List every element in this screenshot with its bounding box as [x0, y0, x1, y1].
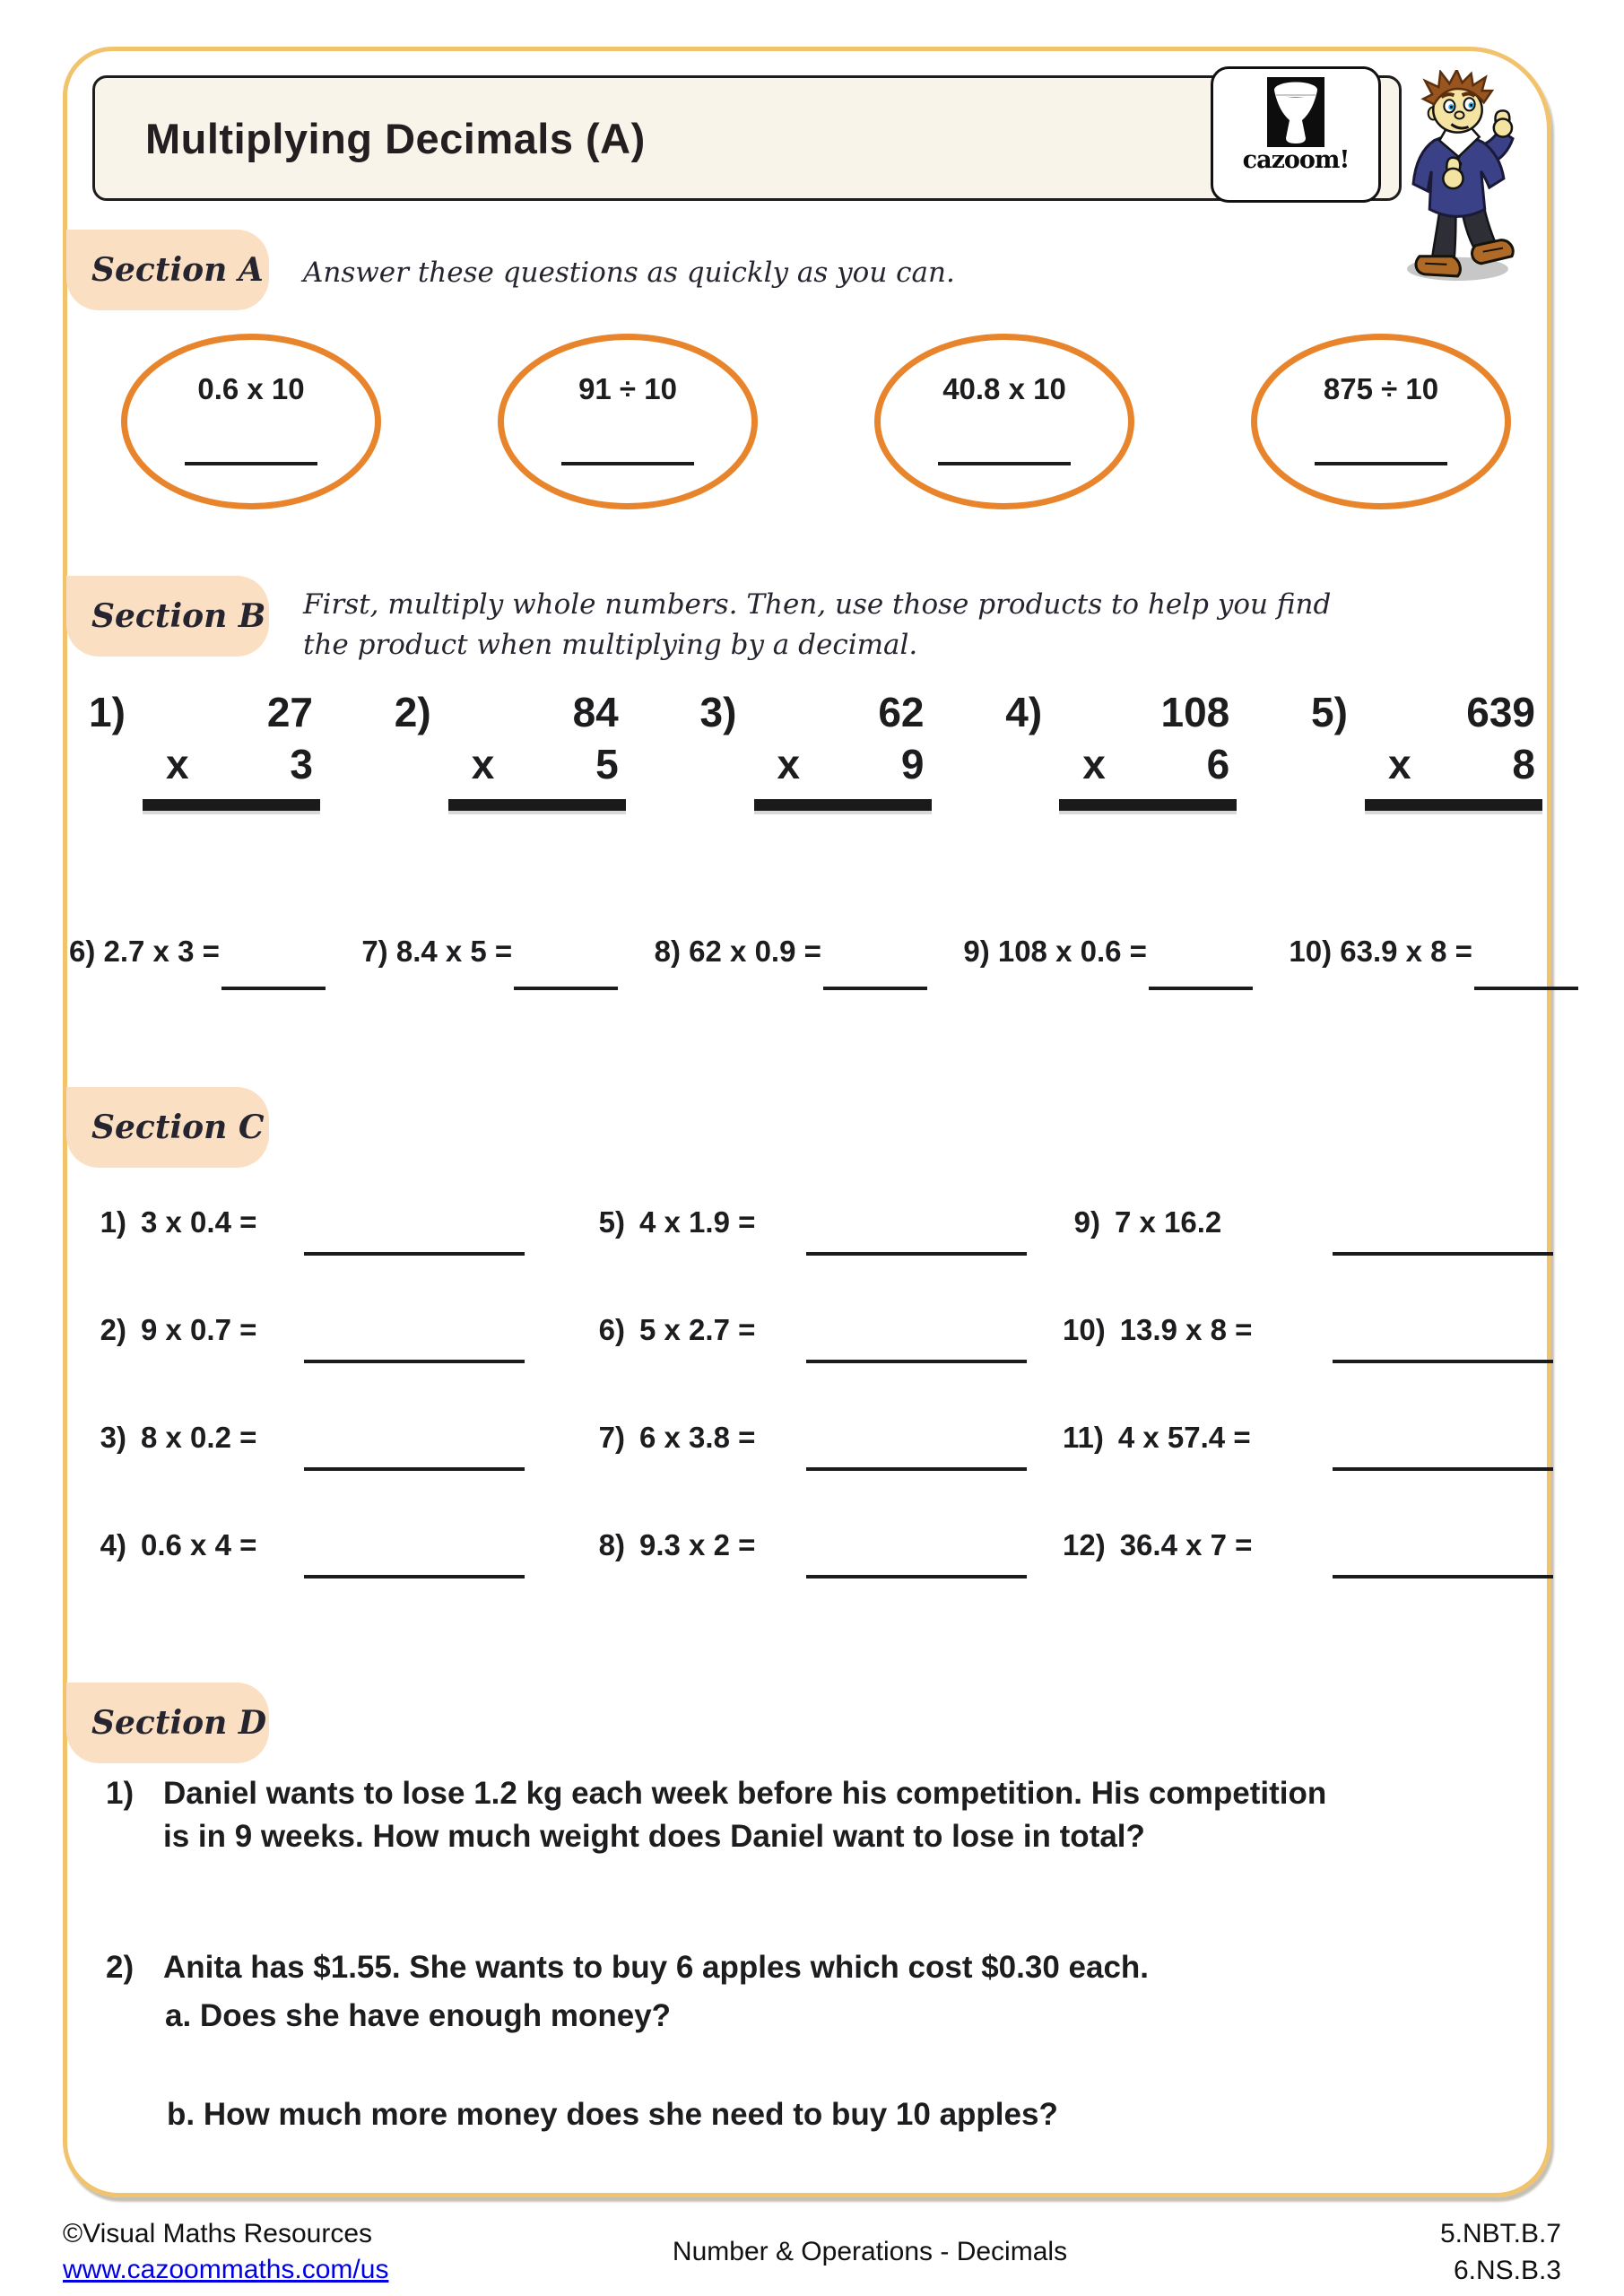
problem-number: 10) — [1063, 1313, 1106, 1346]
problem-number: 6) — [598, 1313, 625, 1346]
multiplicand: 62 — [878, 689, 925, 735]
inline-problem-6 — [69, 935, 326, 994]
footer-category: Number & Operations - Decimals — [672, 2237, 1068, 2266]
section-a-instruction: Answer these questions as quickly as you can. — [303, 257, 955, 289]
inline-problem-7 — [361, 935, 618, 994]
expression: 8) 62 x 0.9 = — [654, 935, 821, 968]
problem-text — [163, 1772, 1326, 1858]
equals-bar — [754, 799, 932, 811]
section-b-title: Section B — [91, 597, 266, 635]
answer-blank — [185, 462, 317, 465]
answer-blank — [1333, 1575, 1553, 1578]
answer-blank — [221, 987, 326, 990]
answer-blank — [304, 1360, 525, 1363]
answer-blank — [806, 1252, 1027, 1256]
oval-expression: 40.8 x 10 — [942, 372, 1066, 405]
expression: 3 x 0.4 = — [141, 1205, 257, 1239]
oval-expression: 91 ÷ 10 — [578, 372, 677, 405]
vertical-problems-row — [89, 689, 1542, 811]
problem-number: 1) — [89, 689, 126, 735]
equals-bar — [448, 799, 626, 811]
answer-blank — [304, 1467, 525, 1471]
inline-problem-10 — [1289, 935, 1578, 994]
answer-blank — [1333, 1360, 1553, 1363]
expression: 6 x 3.8 = — [639, 1421, 756, 1454]
answer-blank — [1333, 1467, 1553, 1471]
problem-number: 2) — [106, 1950, 135, 1985]
section-d-title: Section D — [91, 1704, 267, 1742]
c-problem-9 — [1063, 1204, 1553, 1311]
c-problem-4 — [89, 1526, 587, 1634]
inline-problems-row — [69, 935, 1578, 994]
section-a-title: Section A — [91, 251, 264, 289]
problem-number: 2) — [100, 1313, 126, 1346]
expression: 6) 2.7 x 3 = — [69, 935, 220, 968]
cazoom-logo — [1211, 66, 1381, 203]
expression: 0.6 x 4 = — [141, 1528, 257, 1561]
section-d-label — [66, 1683, 269, 1763]
problem-text: Anita has $1.55. She wants to buy 6 apples which cost $0.30 each. — [163, 1950, 1150, 1985]
multiply-sign: x — [471, 741, 495, 787]
cazoom-logo-text: cazoom! — [1242, 146, 1350, 174]
multiplier: 6 — [1206, 741, 1230, 787]
answer-blank — [304, 1575, 525, 1578]
c-problem-1 — [89, 1204, 587, 1311]
section-b-label — [66, 576, 269, 657]
c-problem-11 — [1063, 1419, 1553, 1526]
vertical-problem-1 — [89, 689, 320, 811]
answer-blank — [938, 462, 1071, 465]
problem-number: 3) — [699, 689, 737, 735]
c-problem-2 — [89, 1311, 587, 1419]
multiplier: 8 — [1512, 741, 1535, 787]
problem-number: 1) — [100, 1205, 126, 1239]
problem-number: 9) — [1073, 1205, 1100, 1239]
multiply-sign: x — [166, 741, 189, 787]
inline-problem-8 — [655, 935, 927, 994]
problem-number: 7) — [598, 1421, 625, 1454]
vertical-problem-3 — [700, 689, 932, 811]
multiplicand: 639 — [1466, 689, 1535, 735]
word-problem-1 — [106, 1772, 1326, 1858]
oval-problem-2 — [498, 334, 758, 509]
equals-bar — [143, 799, 320, 811]
expression: 36.4 x 7 = — [1119, 1528, 1253, 1561]
answer-blank — [514, 987, 618, 990]
problem-number: 1) — [106, 1776, 135, 1811]
section-c-title: Section C — [91, 1109, 265, 1146]
problem-number: 3) — [100, 1421, 126, 1454]
c-problem-10 — [1063, 1311, 1553, 1419]
answer-blank — [561, 462, 694, 465]
problem-number: 4) — [100, 1528, 126, 1561]
c-problem-5 — [587, 1204, 1063, 1311]
footer-standards — [1440, 2215, 1561, 2289]
problem-number: 2) — [394, 689, 431, 735]
instruction-line-1: First, multiply whole numbers. Then, use those products to help you find — [303, 588, 1332, 621]
answer-blank — [806, 1575, 1027, 1578]
c-problem-12 — [1063, 1526, 1553, 1634]
title-bar — [92, 75, 1402, 201]
answer-blank — [806, 1467, 1027, 1471]
section-c-problem-grid — [89, 1204, 1553, 1634]
expression: 8 x 0.2 = — [141, 1421, 257, 1454]
expression: 7) 8.4 x 5 = — [361, 935, 513, 968]
oval-problem-4 — [1251, 334, 1511, 509]
multiplier: 9 — [900, 741, 925, 787]
multiplicand: 108 — [1160, 689, 1230, 735]
multiplier: 5 — [595, 741, 619, 787]
oval-expression: 0.6 x 10 — [197, 372, 305, 405]
equals-bar — [1365, 799, 1542, 811]
oval-problem-3 — [874, 334, 1134, 509]
multiply-sign: x — [1082, 741, 1106, 787]
expression: 7 x 16.2 — [1115, 1205, 1222, 1239]
vertical-problem-5 — [1311, 689, 1542, 811]
standard-code-1: 5.NBT.B.7 — [1439, 2219, 1561, 2248]
expression: 4 x 57.4 = — [1117, 1421, 1251, 1454]
multiplier: 3 — [290, 741, 313, 787]
multiplicand: 84 — [572, 689, 619, 735]
multiplicand: 27 — [266, 689, 313, 735]
problem-number: 5) — [1311, 689, 1348, 735]
word-problem-2a: a. Does she have enough money? — [165, 1998, 672, 2033]
mascot-boy-illustration — [1399, 70, 1523, 285]
expression: 9 x 0.7 = — [141, 1313, 257, 1346]
c-problem-3 — [89, 1419, 587, 1526]
page-title: Multiplying Decimals (A) — [145, 114, 646, 162]
section-a-label — [66, 230, 269, 310]
multiply-sign: x — [1388, 741, 1411, 787]
standard-code-2: 6.NS.B.3 — [1453, 2256, 1561, 2285]
expression: 13.9 x 8 = — [1119, 1313, 1253, 1346]
answer-blank — [304, 1252, 525, 1256]
problem-number: 12) — [1063, 1528, 1106, 1561]
problem-number: 11) — [1063, 1421, 1104, 1454]
section-c-label — [66, 1087, 269, 1168]
equals-bar — [1059, 799, 1237, 811]
expression: 9.3 x 2 = — [639, 1528, 756, 1561]
multiply-sign: x — [777, 741, 801, 787]
inline-problem-9 — [963, 935, 1253, 994]
answer-blank — [806, 1360, 1027, 1363]
instruction-line-2: the product when multiplying by a decimal. — [303, 629, 918, 661]
problem-number: 8) — [598, 1528, 625, 1561]
oval-expression: 875 ÷ 10 — [1323, 372, 1439, 405]
footer-url-link[interactable]: www.cazoommaths.com/us — [63, 2255, 389, 2284]
problem-number: 5) — [598, 1205, 625, 1239]
c-problem-6 — [587, 1311, 1063, 1419]
answer-blank — [1333, 1252, 1553, 1256]
expression: 10) 63.9 x 8 = — [1289, 935, 1472, 968]
expression: 9) 108 x 0.6 = — [963, 935, 1147, 968]
answer-blank — [1315, 462, 1447, 465]
problem-line-1: Daniel wants to lose 1.2 kg each week before his competition. His competition — [163, 1776, 1327, 1811]
vertical-problem-2 — [395, 689, 626, 811]
answer-blank — [1474, 987, 1578, 990]
word-problem-2 — [106, 1946, 1149, 1989]
expression: 5 x 2.7 = — [639, 1313, 756, 1346]
problem-line-2: is in 9 weeks. How much weight does Daniel want to lose in total? — [163, 1819, 1145, 1854]
answer-blank — [823, 987, 927, 990]
section-b-instruction — [303, 585, 1331, 665]
c-problem-7 — [587, 1419, 1063, 1526]
vertical-problem-4 — [1005, 689, 1237, 811]
c-problem-8 — [587, 1526, 1063, 1634]
word-problem-2b: b. How much more money does she need to buy 10 apples? — [167, 2097, 1058, 2132]
djembe-drum-icon — [1267, 77, 1324, 147]
footer-copyright: ©Visual Maths Resources — [63, 2219, 373, 2248]
oval-problem-1 — [121, 334, 381, 509]
answer-blank — [1149, 987, 1253, 990]
expression: 4 x 1.9 = — [639, 1205, 756, 1239]
problem-number: 4) — [1005, 689, 1043, 735]
